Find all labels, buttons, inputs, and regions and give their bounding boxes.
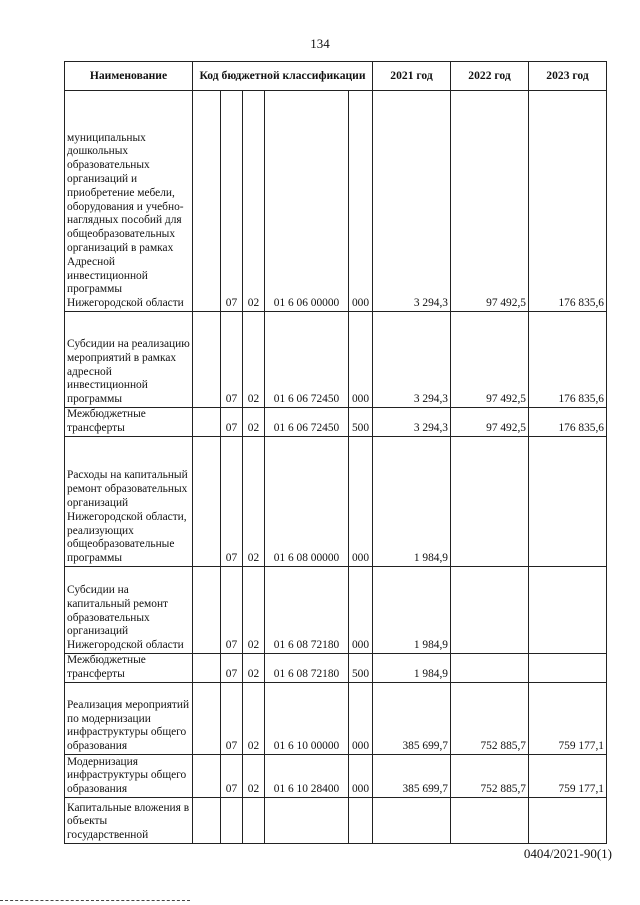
row-code-target: 01 6 10 00000 [265,683,349,755]
row-value-2023 [529,437,607,567]
row-code-section [221,798,243,844]
row-code-section: 07 [221,755,243,798]
row-code-expense-type: 000 [349,683,373,755]
row-name: муниципальных дошкольных образовательных организаций и приобретение мебели, оборудования и учебно-наглядных пособий для общеобразовательных организаций в рамках Адресной инвестиционной программы Нижегородской области [65,91,193,312]
row-value-2021: 1 984,9 [373,567,451,654]
header-2022: 2022 год [451,62,529,91]
row-value-2022: 97 492,5 [451,408,529,437]
header-2023: 2023 год [529,62,607,91]
row-code-empty [193,683,221,755]
row-code-expense-type: 000 [349,437,373,567]
row-value-2022: 752 885,7 [451,683,529,755]
table-row [65,408,607,437]
row-value-2023 [529,654,607,683]
row-name: Модернизация инфраструктуры общего образования [65,755,193,798]
row-code-subsection [243,798,265,844]
row-value-2023: 176 835,6 [529,312,607,408]
row-name: Межбюджетные трансферты [65,654,193,683]
table-row [65,312,607,408]
row-name: Субсидии на капитальный ремонт образовательных организаций Нижегородской области [65,567,193,654]
row-code-empty [193,567,221,654]
row-name: Реализация мероприятий по модернизации инфраструктуры общего образования [65,683,193,755]
row-code-section: 07 [221,91,243,312]
row-code-expense-type: 500 [349,408,373,437]
row-value-2022: 97 492,5 [451,91,529,312]
row-code-empty [193,312,221,408]
row-code-subsection: 02 [243,654,265,683]
table-row [65,798,607,844]
row-code-subsection: 02 [243,91,265,312]
row-code-expense-type: 000 [349,755,373,798]
row-code-section: 07 [221,408,243,437]
header-name: Наименование [65,62,193,91]
row-code-empty [193,654,221,683]
table-body [65,91,607,844]
row-code-expense-type: 000 [349,91,373,312]
row-value-2023: 176 835,6 [529,408,607,437]
row-code-target: 01 6 06 72450 [265,408,349,437]
row-name: Межбюджетные трансферты [65,408,193,437]
row-value-2021: 3 294,3 [373,91,451,312]
table-row [65,567,607,654]
row-code-empty [193,755,221,798]
row-name: Капитальные вложения в объекты государственной [65,798,193,844]
header-2021: 2021 год [373,62,451,91]
row-value-2022 [451,798,529,844]
row-value-2021: 1 984,9 [373,654,451,683]
page-number: 134 [310,36,330,51]
row-code-section: 07 [221,683,243,755]
table-row [65,683,607,755]
row-name: Расходы на капитальный ремонт образовательных организаций Нижегородской области, реализующих общеобразовательные программы [65,437,193,567]
row-value-2023: 759 177,1 [529,755,607,798]
row-value-2022 [451,567,529,654]
budget-table [64,61,607,844]
row-code-subsection: 02 [243,312,265,408]
row-value-2022: 97 492,5 [451,312,529,408]
table-row [65,654,607,683]
row-name: Субсидии на реализацию мероприятий в рамках адресной инвестиционной программы [65,312,193,408]
row-value-2023: 176 835,6 [529,91,607,312]
row-code-subsection: 02 [243,567,265,654]
row-code-empty [193,798,221,844]
row-value-2022: 752 885,7 [451,755,529,798]
row-code-target: 01 6 08 00000 [265,437,349,567]
row-value-2023: 759 177,1 [529,683,607,755]
row-code-section: 07 [221,654,243,683]
row-value-2023 [529,798,607,844]
row-code-section: 07 [221,567,243,654]
row-code-target: 01 6 08 72180 [265,567,349,654]
row-code-target: 01 6 06 72450 [265,312,349,408]
row-code-expense-type: 000 [349,567,373,654]
row-value-2022 [451,654,529,683]
row-code-target [265,798,349,844]
row-code-subsection: 02 [243,408,265,437]
row-code-target: 01 6 08 72180 [265,654,349,683]
row-code-target: 01 6 06 00000 [265,91,349,312]
row-code-section: 07 [221,437,243,567]
document-code: 0404/2021-90(1) [523,846,612,861]
row-code-section: 07 [221,312,243,408]
row-code-empty [193,408,221,437]
row-value-2023 [529,567,607,654]
row-value-2021: 1 984,9 [373,437,451,567]
row-code-subsection: 02 [243,437,265,567]
row-code-expense-type [349,798,373,844]
row-code-expense-type: 000 [349,312,373,408]
row-code-subsection: 02 [243,755,265,798]
row-code-expense-type: 500 [349,654,373,683]
scan-edge-line [0,900,190,902]
row-code-target: 01 6 10 28400 [265,755,349,798]
row-value-2021: 3 294,3 [373,408,451,437]
row-code-empty [193,437,221,567]
row-value-2022 [451,437,529,567]
row-code-empty [193,91,221,312]
table-header-row [65,62,607,91]
table-row [65,755,607,798]
row-code-subsection: 02 [243,683,265,755]
table-row [65,91,607,312]
row-value-2021 [373,798,451,844]
row-value-2021: 385 699,7 [373,755,451,798]
header-code: Код бюджетной классификации [193,62,373,91]
row-value-2021: 385 699,7 [373,683,451,755]
row-value-2021: 3 294,3 [373,312,451,408]
table-row [65,437,607,567]
